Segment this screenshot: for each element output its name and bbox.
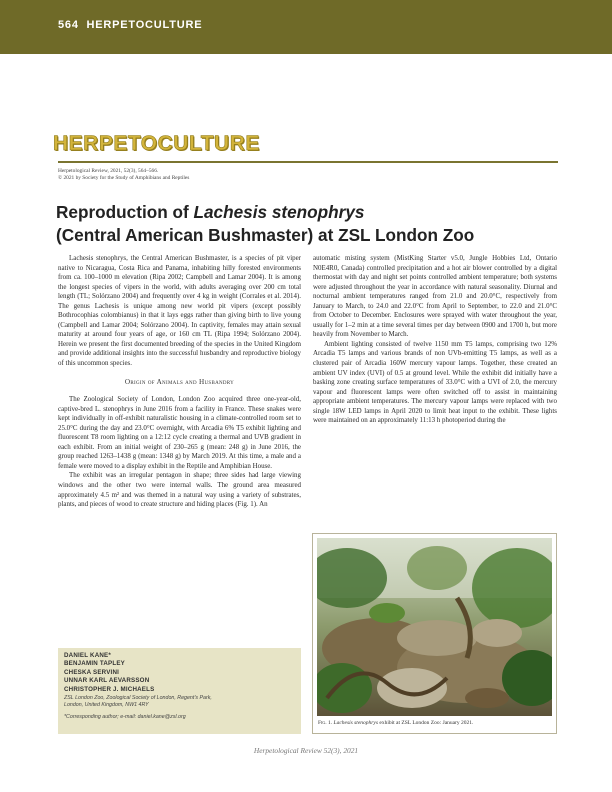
title-prefix: Reproduction of <box>56 202 194 222</box>
header-bar <box>0 0 612 54</box>
author-name: BENJAMIN TAPLEY <box>64 660 125 668</box>
affiliation-line-2: London, United Kingdom, NW1 4RY <box>64 702 149 709</box>
section-heading: HERPETOCULTURE <box>53 132 260 155</box>
body-column-right <box>313 254 557 426</box>
section-divider <box>58 161 558 163</box>
figure-1 <box>312 533 557 734</box>
figure-label: Fig. 1. <box>318 720 333 726</box>
affiliation <box>64 695 295 709</box>
author-box <box>58 648 301 734</box>
title-line-2: (Central American Bushmaster) at ZSL London Zoo <box>56 225 475 245</box>
caption-text: exhibit at ZSL London Zoo: January 2021. <box>378 720 474 726</box>
figure-caption <box>318 720 473 727</box>
author-name: CHRISTOPHER J. MICHAELS <box>64 685 155 693</box>
caption-species: Lachesis stenophrys <box>332 720 378 726</box>
author-list <box>64 652 295 694</box>
title-species: Lachesis stenophrys <box>193 202 365 222</box>
paragraph-acquisition: The Zoological Society of London, London Zoo acquired three one-year-old, captive-bred L. stenophrys in June 2016 from a facility in France. These snakes were kept individually in off-exhibit naturalistic housing in a climate-controlled room set to 25.0°C during the day and 23.0°C overnight, with Arcadia 6% T5 exhibit lighting and fluorescent T8 room lighting on a 12:12 cycle creating a thermal and UVB gradient in each exhibit. From an initial weight of 230–265 g (mean: 248 g) in June 2016, the group reached 1263–1438 g (mean: 1348 g) by March 2019. At this time, a male and a female were moved to a display exhibit in the Reptile and Amphibian House. <box>58 395 301 470</box>
author-name: CHESKA SERVINI <box>64 668 120 676</box>
author-name: UNNAR KARL AEVARSSON <box>64 677 150 685</box>
citation-line-2: © 2021 by Society for the Study of Amphibians and Reptiles <box>58 175 190 182</box>
author-name: DANIEL KANE* <box>64 652 111 659</box>
citation-block <box>58 168 189 182</box>
page-number: 564 <box>58 19 79 31</box>
corresponding-author: *Corresponding author; e-mail: daniel.kane@zsl.org <box>64 714 186 721</box>
paragraph-lighting: Ambient lighting consisted of twelve 1150 mm T5 lamps, comprising two 12% Arcadia T5 lamps and various brands of non UVb-emitting T5 lamps, as well as a clustered pair of Arcadia 160W mercury vapour lamps. Together, these created an ambient UV index (UVI) of 0.5 at ground level. While the exhibit did initially have a basking zone creating surface temperatures of 33.0°C with a UVI of 2.0, the mercury vapour and fluorescent lamps were often switched off to assist in maintaining appropriate ambient temperatures. The mercury vapour lamps were replaced with two single 18W LED lamps in April 2020 to limit heat input to the exhibit. These lights were maintained on an approximately 11:13 h photoperiod during the <box>313 339 557 425</box>
page-footer: Herpetological Review 52(3), 2021 <box>253 746 359 755</box>
body-column-left <box>58 254 301 510</box>
subheading-origin: Origin of Animals and Husbandry <box>124 377 235 386</box>
running-head <box>58 19 202 31</box>
exhibit-photo <box>317 538 552 716</box>
paragraph-exhibit: The exhibit was an irregular pentagon in shape; three sides had large viewing windows and the other two were internal walls. The ground area measured approximately 4.5 m² and was themed in a natural way using a variety of substrates, plants, and pieces of wood to create structure and hiding places (Fig. 1). An <box>58 471 301 509</box>
affiliation-line-1: ZSL London Zoo, Zoological Society of London, Regent's Park, <box>64 695 212 702</box>
paragraph-misting: automatic misting system (MistKing Starter v5.0, Jungle Hobbies Ltd, Ontario N0E4R0, Canada) controlled precipitation and a hot air blower controlled by a digital thermostat with day and night set points controlled ambient temperature; both systems were adjusted throughout the year in accordance with natural seasonality. Diurnal and nocturnal ambient temperatures ranged from 21.0 and 20.0°C, respectively from January to March, to 24.0 and 22.0°C from April to September, to 22.0 and 21.0°C from October to December. Enclosures were sprayed with water throughout the year, usually for 1–2 min at a time several times per day between 0900 and 1700 h, but more heavily from November to March. <box>313 254 557 339</box>
citation-line-1: Herpetological Review, 2021, 52(3), 564–566. <box>58 168 159 174</box>
running-head-section: HERPETOCULTURE <box>86 19 203 31</box>
paragraph-intro: Lachesis stenophrys, the Central American Bushmaster, is a species of pit viper native to Nicaragua, Costa Rica and Panama, inhabiting hilly forested environments from ca. 100–1000 m elevation (Ripa 2002; Campbell and Lamar 2004). It is among the longest species of vipers in the world, with adults averaging over 200 cm total length (TL; Solórzano 2004) and frequently over 4 kg in weight (Corrales et al. 2014). The genus Lachesis is unique among new world pit vipers (except possibly Bothrocophias colombianus) in that it lays eggs rather than giving birth to live young (Campbell and Lamar 2004; Solórzano 2004). In captivity, females may attain sexual maturity at around four years of age, or 160 cm TL (Ripa 1994; Solórzano 2004). Herein we present the first documented breeding of the species in the United Kingdom and provide additional insights into the successful husbandry and reproductive biology of this uncommon species. <box>58 254 301 368</box>
article-title <box>56 201 556 247</box>
